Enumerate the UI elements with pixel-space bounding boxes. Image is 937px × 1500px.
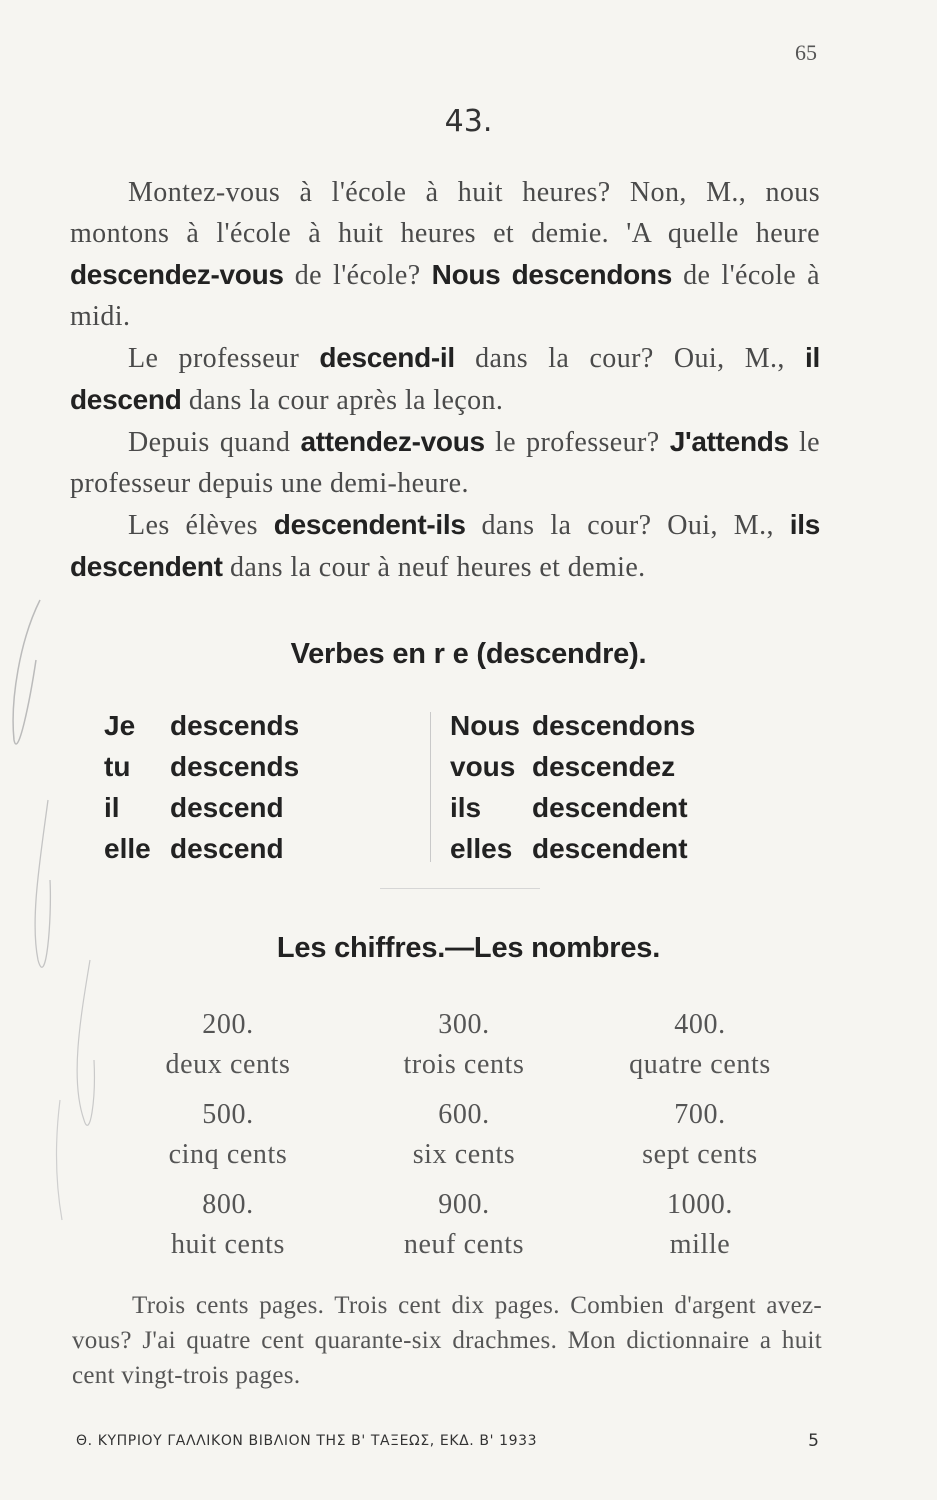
numeral: 600. [438,1099,490,1130]
bold-verb-phrase: il descend [70,342,820,415]
pronoun: elle [104,833,151,864]
number-cell [110,1005,346,1085]
text-run: Les élèves [128,510,274,541]
number-word: cinq cents [168,1139,288,1170]
text-run: le professeur depuis une demi-heure. [70,427,820,499]
number-word: neuf cents [403,1229,525,1260]
numeral: 400. [674,1009,726,1040]
verbs-heading: Verbes en r e (descendre). [290,638,647,670]
pronoun: Nous [450,710,520,741]
conjugation-row [104,746,299,787]
numbers-grid [110,1005,820,1275]
verb-form: descend [170,833,284,864]
conjugation-plural [450,705,695,869]
pronoun: il [104,792,120,823]
text-run: Le professeur [128,343,320,374]
conjugation-row [450,705,695,746]
conjugation-row [104,828,299,869]
text-run: Montez-vous à l'école à huit heures? Non, M., nous montons à l'école à huit heures et demie. 'A quelle heure [70,177,820,249]
bold-verb-phrase: descendez-vous [70,259,284,290]
text-run: de l'école à midi. [70,260,820,332]
number-word: mille [669,1229,731,1260]
bold-verb-phrase: J'attends [669,426,789,457]
pronoun: Je [104,710,136,741]
conjugation-row [104,787,299,828]
numeral: 700. [674,1099,726,1130]
column-divider [430,712,431,862]
bold-verb-phrase: attendez-vous [300,426,485,457]
verb-form: descendent [532,792,688,823]
numeral: 500. [202,1099,254,1130]
pronoun: elles [450,833,513,864]
number-word: trois cents [403,1049,525,1080]
text-run: de l'école? [283,260,432,291]
text-run: dans la cour à neuf heures et demie. [222,552,646,583]
verb-form: descends [170,710,300,741]
conjugation-row [104,705,299,746]
pronoun: tu [104,751,131,782]
number-word: sept cents [642,1139,758,1170]
closing-text [72,1288,822,1393]
closing-paragraph: Trois cents pages. Trois cent dix pages. Combien d'argent avez-vous? J'ai quatre cent quarante-six drachmes. Mon dictionnaire a huit cent vingt-trois pages. [72,1292,822,1389]
bold-verb-phrase: descendent-ils [273,509,466,540]
text-run: Depuis quand [128,427,301,458]
number-word: six cents [412,1139,516,1170]
reading-text [70,172,820,588]
verb-form: descendez [532,751,676,782]
bold-verb-phrase: ils descendent [70,509,820,582]
numbers-row [110,1185,820,1265]
conjugation-row [450,746,695,787]
conjugation-row [450,828,695,869]
verb-form: descend [170,792,284,823]
number-word: quatre cents [629,1049,771,1080]
numeral: 200. [202,1009,254,1040]
bold-verb-phrase: Nous descendons [431,259,672,290]
conjugation-singular [104,705,299,869]
text-run: le professeur? [484,427,670,458]
number-cell [346,1185,582,1265]
numbers-row [110,1095,820,1175]
number-word: huit cents [170,1229,286,1260]
lesson-number: 43. [444,104,493,139]
numeral: 900. [438,1189,490,1220]
number-cell [346,1005,582,1085]
paragraph [70,172,820,337]
verb-form: descendent [532,833,688,864]
numbers-row [110,1005,820,1085]
number-cell [110,1095,346,1175]
section-divider [380,888,540,889]
text-run: dans la cour après la leçon. [181,385,504,416]
sheet-number: 5 [808,1431,819,1451]
pronoun: vous [450,751,516,782]
numeral: 800. [202,1189,254,1220]
text-run: dans la cour? Oui, M., [454,343,806,374]
number-cell [110,1185,346,1265]
paragraph [70,504,820,588]
numeral: 300. [438,1009,490,1040]
number-word: deux cents [165,1049,291,1080]
numeral: 1000. [667,1189,733,1220]
pronoun: ils [450,792,482,823]
page-number: 65 [795,40,817,65]
printer-imprint: Θ. ΚΥΠΡΙΟΥ ΓΑΛΛΙΚΟΝ ΒΙΒΛΙΟΝ ΤΗΣ Β' ΤΑΞΕΩΣ, ΕΚΔ. Β' 1933 [76,1433,538,1449]
conjugation-row [450,787,695,828]
number-cell [582,1005,818,1085]
number-cell [346,1095,582,1175]
numbers-heading: Les chiffres.—Les nombres. [276,932,661,964]
text-run: dans la cour? Oui, M., [465,510,790,541]
number-cell [582,1185,818,1265]
bold-verb-phrase: descend-il [319,342,455,373]
verb-form: descendons [532,710,696,741]
paragraph [70,421,820,504]
verb-form: descends [170,751,300,782]
number-cell [582,1095,818,1175]
paragraph [70,337,820,421]
